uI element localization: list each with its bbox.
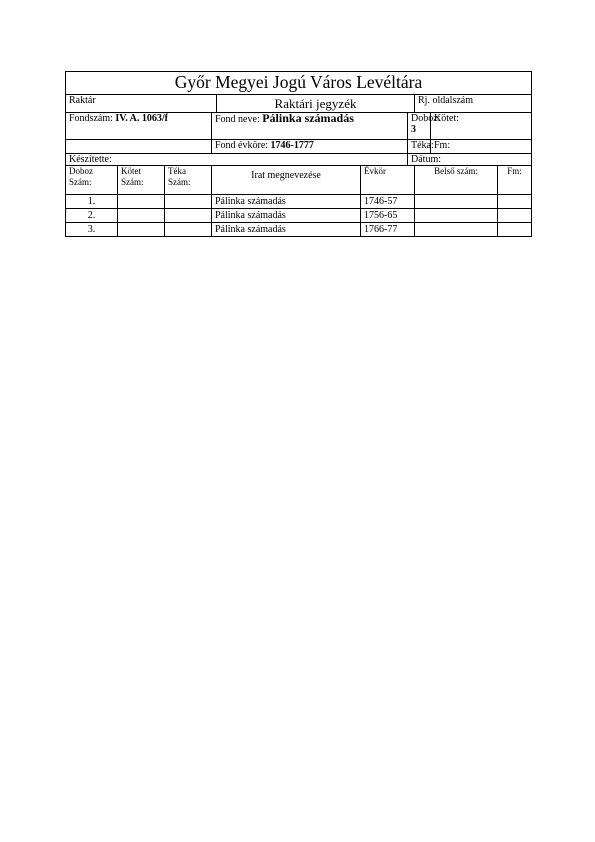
doboz-label: Doboz:: [411, 113, 441, 124]
fondszam-cell: [66, 113, 212, 140]
row-teka: [165, 223, 212, 237]
rj-oldalszam-label: Rj. oldalszám: [415, 95, 532, 113]
table-row: [66, 223, 532, 237]
empty-cell: [66, 140, 212, 154]
row-kotet: [118, 223, 165, 237]
col-evkor: Évkör: [361, 166, 415, 195]
archive-title: Győr Megyei Jogú Város Levéltára: [66, 72, 532, 95]
raktari-jegyzek: Raktári jegyzék: [217, 95, 415, 113]
datum-label: Dátum:: [408, 154, 532, 166]
row-kotet: [118, 209, 165, 223]
row-teka: [165, 209, 212, 223]
row-fm: [498, 223, 532, 237]
kotet-label: Kötet:: [431, 113, 532, 140]
row-belso: [415, 209, 498, 223]
doboz-value: 3: [411, 124, 416, 135]
row-evkor: 1746-57: [361, 195, 415, 209]
fondszam-value: IV. A. 1063/f: [115, 113, 168, 124]
col-belso: Belső szám:: [415, 166, 498, 195]
col-irat: Irat megnevezése: [212, 166, 361, 195]
row-doboz: 2.: [66, 209, 118, 223]
col-kotet: Kötet Szám:: [118, 166, 165, 195]
fond-neve-cell: [212, 113, 408, 140]
row-kotet: [118, 195, 165, 209]
fondszam-label: Fondszám:: [69, 113, 113, 124]
row-evkor: 1766-77: [361, 223, 415, 237]
inventory-form: [65, 71, 532, 237]
fm-label: Fm:: [431, 140, 532, 154]
teka-label: Téka:: [408, 140, 431, 154]
row-doboz: 3.: [66, 223, 118, 237]
doboz-cell: [408, 113, 441, 140]
row-irat: Pálinka számadás: [212, 209, 361, 223]
row-fm: [498, 209, 532, 223]
row-irat: Pálinka számadás: [212, 195, 361, 209]
table-row: [66, 209, 532, 223]
row-belso: [415, 223, 498, 237]
fond-evkore-value: 1746-1777: [270, 140, 314, 151]
keszitette-label: Készítette:: [66, 154, 408, 166]
row-fm: [498, 195, 532, 209]
raktar-label: Raktár: [66, 95, 217, 113]
col-fm: Fm:: [498, 166, 532, 195]
row-evkor: 1756-65: [361, 209, 415, 223]
col-teka: Téka Szám:: [165, 166, 212, 195]
fond-evkore-label: Fond évköre:: [215, 140, 269, 151]
row-irat: Pálinka számadás: [212, 223, 361, 237]
row-teka: [165, 195, 212, 209]
table-row: [66, 195, 532, 209]
col-doboz: Doboz Szám:: [66, 166, 118, 195]
fond-evkore-cell: [212, 140, 408, 154]
row-belso: [415, 195, 498, 209]
fond-neve-value: Pálinka számadás: [262, 111, 354, 125]
row-doboz: 1.: [66, 195, 118, 209]
fond-neve-label: Fond neve:: [215, 114, 260, 125]
inventory-sheet: [65, 71, 531, 237]
